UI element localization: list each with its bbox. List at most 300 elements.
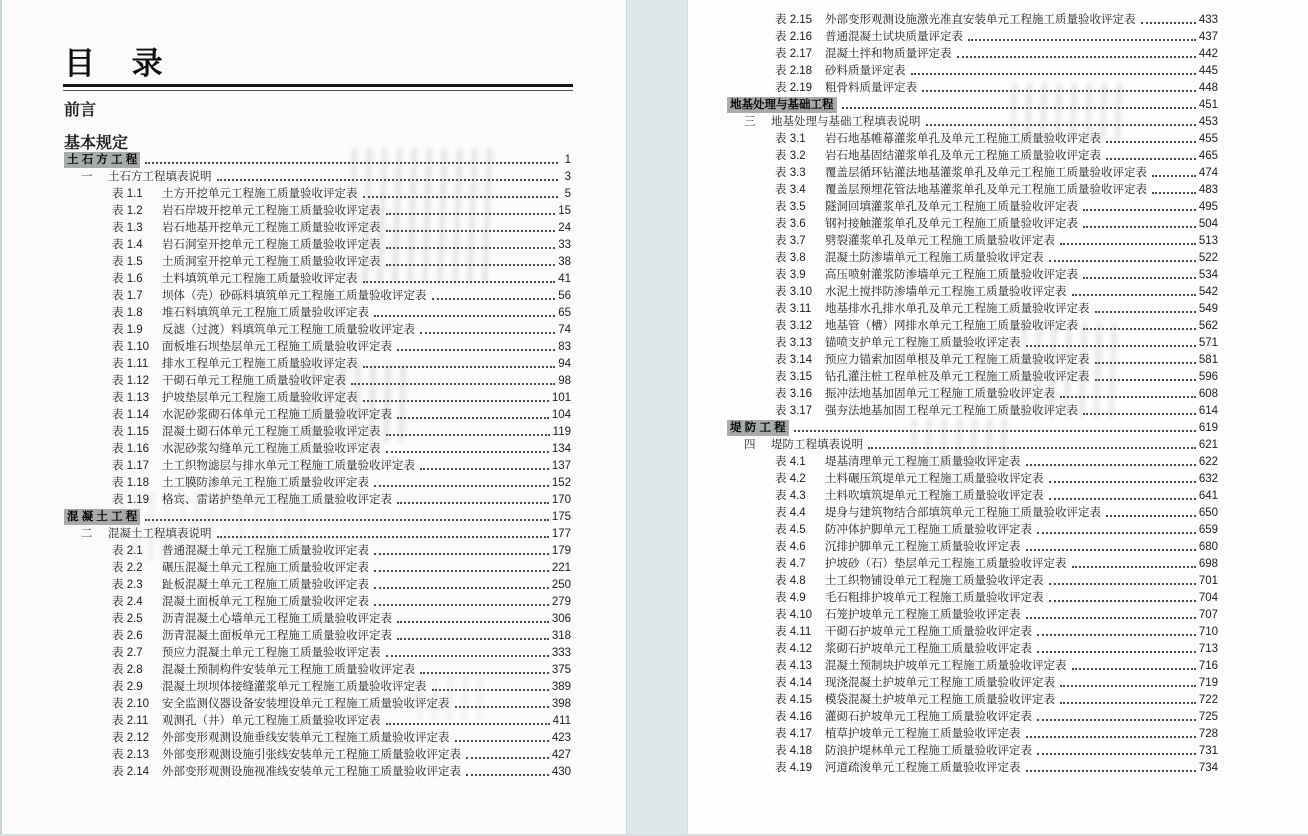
toc-entry-title: 土质洞室开挖单元工程施工质量验收评定表 [162, 256, 381, 268]
toc-entry-title: 排水工程单元工程施工质量验收评定表 [162, 358, 358, 370]
toc-entry-title: 预应力混凝土单元工程施工质量验收评定表 [162, 647, 381, 659]
toc-entry-number: 表 4.8 [775, 575, 806, 587]
toc-entry-number: 表 2.16 [775, 31, 813, 43]
toc-entry-number: 表 4.10 [775, 609, 813, 621]
toc-entry [727, 385, 1218, 402]
toc-entry-number: 二 [81, 528, 93, 540]
toc-entry-page: 170 [551, 494, 571, 506]
toc-entry-title: 沥青混凝土面板单元工程施工质量验收评定表 [162, 630, 392, 642]
toc-entry-title: 反滤（过渡）料填筑单元工程施工质量验收评定表 [162, 324, 415, 336]
dot-leader [420, 468, 549, 470]
toc-entry-page: 433 [1198, 14, 1218, 26]
toc-entry [727, 181, 1218, 198]
toc-entry-number: 表 4.9 [775, 592, 806, 604]
toc-entry-page: 398 [551, 698, 571, 710]
toc-entry [727, 555, 1218, 572]
toc-entry-title: 灌砌石护坡单元工程施工质量验收评定表 [825, 711, 1032, 723]
toc-entry [64, 372, 571, 389]
toc-entry-title: 覆盖层预埋花管法地基灌浆单孔及单元工程施工质量验收评定表 [825, 184, 1147, 196]
toc-entry-page: 596 [1198, 371, 1218, 383]
dot-leader [1026, 617, 1196, 619]
dot-leader [386, 655, 549, 657]
toc-entry-title: 坝体（壳）砂砾料填筑单元工程施工质量验收评定表 [162, 290, 427, 302]
toc-entry-title: 混凝土砌石体单元工程施工质量验收评定表 [162, 426, 381, 438]
dot-leader [217, 536, 549, 538]
toc-entry-page: 465 [1198, 150, 1218, 162]
toc-entry-number: 表 1.5 [112, 256, 143, 268]
toc-entry [727, 113, 1218, 130]
dot-leader [1026, 736, 1196, 738]
toc-entry [727, 334, 1218, 351]
dot-leader [1083, 277, 1196, 279]
toc-entry-page: 455 [1198, 133, 1218, 145]
toc-entry [64, 474, 571, 491]
toc-entry [727, 300, 1218, 317]
dot-leader [1072, 566, 1196, 568]
toc-entry-title: 土工膜防渗单元工程施工质量验收评定表 [162, 477, 369, 489]
toc-entry-title: 混凝土拌和物质量评定表 [825, 48, 952, 60]
toc-entry-title: 锚喷支护单元工程施工质量验收评定表 [825, 337, 1021, 349]
dot-leader [1060, 685, 1196, 687]
dot-leader [1095, 379, 1196, 381]
toc-entry-page: 437 [1198, 31, 1218, 43]
dot-leader [363, 281, 556, 283]
dot-leader [794, 430, 1196, 432]
toc-entry-page: 15 [558, 205, 571, 217]
toc-entry-page: 83 [558, 341, 571, 353]
toc-entry-title: 土石方工程填表说明 [108, 171, 212, 183]
toc-entry-page: 659 [1198, 524, 1218, 536]
left-page-toc [64, 151, 571, 780]
toc-entry-page: 650 [1198, 507, 1218, 519]
dot-leader [420, 332, 555, 334]
toc-entry-page: 731 [1198, 745, 1218, 757]
toc-entry [727, 283, 1218, 300]
toc-entry-page: 41 [558, 273, 571, 285]
toc-entry-page: 427 [551, 749, 571, 761]
toc-entry-title: 地基管（槽）网排水单元工程施工质量验收评定表 [825, 320, 1078, 332]
toc-entry-number: 表 1.10 [112, 341, 150, 353]
toc-entry-number: 表 1.9 [112, 324, 143, 336]
toc-entry-page: 641 [1198, 490, 1218, 502]
toc-entry-page: 423 [551, 732, 571, 744]
toc-entry-page: 179 [551, 545, 571, 557]
toc-entry-page: 137 [551, 460, 571, 472]
toc-entry-page: 542 [1198, 286, 1218, 298]
toc-entry-number: 表 2.11 [112, 715, 149, 727]
toc-entry-page: 430 [551, 766, 571, 778]
toc-entry-page: 719 [1198, 677, 1218, 689]
toc-entry-title: 土工织物滤层与排水单元工程施工质量验收评定表 [162, 460, 415, 472]
toc-entry-title: 外部变形观测设施激光准直安装单元工程施工质量验收评定表 [825, 14, 1136, 26]
toc-entry-page: 134 [551, 443, 571, 455]
toc-entry [64, 389, 571, 406]
dot-leader [386, 264, 556, 266]
toc-entry-title: 混 凝 土 工 程 [64, 509, 140, 525]
toc-entry-page: 33 [558, 239, 571, 251]
toc-entry [64, 695, 571, 712]
toc-entry-page: 483 [1198, 184, 1218, 196]
toc-entry-title: 防浪护堤林单元工程施工质量验收评定表 [825, 745, 1032, 757]
toc-entry-page: 680 [1198, 541, 1218, 553]
toc-entry-page: 713 [1198, 643, 1218, 655]
toc-entry-number: 表 2.1 [112, 545, 143, 557]
toc-entry-title: 堤防工程填表说明 [771, 439, 863, 451]
toc-entry-title: 砂料质量评定表 [825, 65, 906, 77]
dot-leader [1072, 294, 1196, 296]
toc-entry [727, 572, 1218, 589]
dot-leader [432, 298, 556, 300]
toc-entry-title: 河道疏浚单元工程施工质量验收评定表 [825, 762, 1021, 774]
dot-leader [1083, 413, 1196, 415]
toc-entry [64, 321, 571, 338]
dot-leader [1037, 634, 1196, 636]
toc-entry-page: 734 [1198, 762, 1218, 774]
toc-entry [64, 219, 571, 236]
dot-leader [386, 723, 550, 725]
toc-entry-number: 表 3.11 [775, 303, 812, 315]
dot-leader [1037, 753, 1196, 755]
dot-leader [374, 604, 549, 606]
toc-entry [64, 644, 571, 661]
dot-leader [374, 587, 549, 589]
right-page [688, 0, 1308, 836]
toc-entry-page: 65 [558, 307, 571, 319]
toc-entry-title: 护坡垫层单元工程施工质量验收评定表 [162, 392, 358, 404]
toc-entry [727, 504, 1218, 521]
toc-entry-title: 粗骨料质量评定表 [825, 82, 917, 94]
toc-entry-number: 表 4.5 [775, 524, 806, 536]
toc-entry-title: 岩石地基开挖单元工程施工质量验收评定表 [162, 222, 381, 234]
toc-entry [727, 79, 1218, 96]
toc-entry-page: 445 [1198, 65, 1218, 77]
toc-entry [727, 215, 1218, 232]
toc-entry-title: 趾板混凝土单元工程施工质量验收评定表 [162, 579, 369, 591]
toc-entry-page: 722 [1198, 694, 1218, 706]
toc-entry-number: 表 4.2 [775, 473, 806, 485]
dot-leader [363, 366, 556, 368]
toc-entry [727, 164, 1218, 181]
toc-entry [727, 606, 1218, 623]
toc-entry-number: 表 3.3 [775, 167, 806, 179]
dot-leader [1141, 22, 1196, 24]
toc-entry-number: 表 3.10 [775, 286, 813, 298]
dot-leader [1152, 175, 1196, 177]
basic-provisions-heading: 基本规定 [64, 135, 129, 152]
toc-entry [727, 11, 1218, 28]
dot-leader [1106, 141, 1196, 143]
toc-entry-title: 土 石 方 工 程 [64, 152, 140, 168]
toc-entry-title: 水泥土搅拌防渗墙单元工程施工质量验收评定表 [825, 286, 1067, 298]
toc-entry [727, 470, 1218, 487]
toc-entry-page: 101 [551, 392, 571, 404]
toc-entry-number: 表 1.3 [112, 222, 143, 234]
toc-entry-title: 水泥砂浆勾缝单元工程施工质量验收评定表 [162, 443, 381, 455]
toc-entry-number: 表 3.7 [775, 235, 806, 247]
toc-entry-title: 覆盖层循环钻灌法地基灌浆单孔及单元工程施工质量验收评定表 [825, 167, 1147, 179]
toc-entry-page: 5 [564, 188, 571, 200]
toc-entry-number: 表 1.6 [112, 273, 143, 285]
toc-entry [64, 627, 571, 644]
toc-entry-page: 94 [558, 358, 571, 370]
dot-leader [1049, 260, 1196, 262]
toc-entry-page: 534 [1198, 269, 1218, 281]
toc-entry-number: 表 2.15 [775, 14, 813, 26]
toc-entry-number: 一 [81, 171, 93, 183]
toc-entry-page: 411 [552, 715, 571, 727]
toc-entry-page: 152 [551, 477, 571, 489]
toc-entry-page: 451 [1198, 99, 1218, 111]
toc-entry [727, 368, 1218, 385]
toc-entry-title: 隧洞回填灌浆单孔及单元工程施工质量验收评定表 [825, 201, 1078, 213]
toc-entry-page: 549 [1198, 303, 1218, 315]
dot-leader [1049, 481, 1196, 483]
toc-entry-title: 高压喷射灌浆防渗墙单元工程施工质量验收评定表 [825, 269, 1078, 281]
toc-entry [64, 729, 571, 746]
toc-entry-number: 表 4.15 [775, 694, 813, 706]
toc-entry-number: 表 2.6 [112, 630, 143, 642]
dot-leader [1060, 396, 1196, 398]
dot-leader [455, 706, 549, 708]
dot-leader [1037, 532, 1196, 534]
toc-entry [64, 287, 571, 304]
toc-entry-number: 表 1.2 [112, 205, 143, 217]
toc-entry-number: 表 2.9 [112, 681, 143, 693]
dot-leader [1072, 668, 1196, 670]
toc-entry [64, 270, 571, 287]
toc-entry [727, 198, 1218, 215]
toc-entry-number: 表 4.14 [775, 677, 813, 689]
dot-leader [1060, 702, 1196, 704]
dot-leader [1049, 583, 1196, 585]
toc-entry [727, 453, 1218, 470]
toc-entry-title: 安全监测仪器设备安装埋设单元工程施工质量验收评定表 [162, 698, 450, 710]
toc-entry-page: 177 [551, 528, 571, 540]
dot-leader [363, 196, 559, 198]
toc-entry-number: 表 4.4 [775, 507, 806, 519]
dot-leader [1037, 719, 1196, 721]
toc-entry [64, 236, 571, 253]
toc-entry-number: 表 1.4 [112, 239, 143, 251]
toc-entry-number: 表 1.11 [112, 358, 149, 370]
toc-entry-title: 土料吹填筑堤单元工程施工质量验收评定表 [825, 490, 1044, 502]
toc-entry-page: 608 [1198, 388, 1218, 400]
toc-entry-page: 495 [1198, 201, 1218, 213]
toc-entry-number: 表 2.4 [112, 596, 143, 608]
toc-entry-number: 表 1.12 [112, 375, 150, 387]
preface-heading: 前言 [64, 102, 97, 119]
dot-leader [374, 485, 549, 487]
dot-leader [842, 107, 1196, 109]
dot-leader [374, 553, 549, 555]
toc-entry [64, 406, 571, 423]
toc-entry-title: 堤 防 工 程 [727, 420, 789, 436]
toc-entry-page: 221 [551, 562, 571, 574]
toc-entry [727, 232, 1218, 249]
toc-entry-number: 表 3.17 [775, 405, 813, 417]
toc-entry [727, 96, 1218, 113]
toc-entry-title: 土料碾压筑堤单元工程施工质量验收评定表 [825, 473, 1044, 485]
toc-entry-number: 表 3.13 [775, 337, 813, 349]
toc-entry-number: 表 2.10 [112, 698, 150, 710]
toc-entry-number: 表 2.13 [112, 749, 150, 761]
toc-entry-title: 岩石地基固结灌浆单孔及单元工程施工质量验收评定表 [825, 150, 1101, 162]
toc-entry-number: 表 2.18 [775, 65, 813, 77]
toc-entry-title: 毛石粗排护坡单元工程施工质量验收评定表 [825, 592, 1044, 604]
toc-entry-title: 沥青混凝土心墙单元工程施工质量验收评定表 [162, 613, 392, 625]
toc-entry-number: 表 3.8 [775, 252, 806, 264]
toc-entry-title: 地基处理与基础工程填表说明 [771, 116, 921, 128]
toc-entry-number: 表 4.19 [775, 762, 813, 774]
toc-entry-page: 513 [1198, 235, 1218, 247]
dot-leader [1049, 600, 1196, 602]
dot-leader [145, 519, 549, 521]
dot-leader [1037, 651, 1196, 653]
toc-entry [64, 253, 571, 270]
toc-entry-page: 3 [564, 171, 571, 183]
toc-entry-number: 表 1.16 [112, 443, 150, 455]
toc-entry [727, 419, 1218, 436]
dot-leader [397, 638, 549, 640]
toc-entry-title: 观测孔（井）单元工程施工质量验收评定表 [162, 715, 381, 727]
toc-entry [64, 508, 571, 525]
toc-entry-title: 石笼护坡单元工程施工质量验收评定表 [825, 609, 1021, 621]
toc-entry [727, 657, 1218, 674]
toc-entry [64, 151, 571, 168]
toc-entry-title: 预应力锚索加固单根及单元工程施工质量验收评定表 [825, 354, 1090, 366]
toc-entry [727, 538, 1218, 555]
dot-leader [351, 383, 555, 385]
toc-entry-title: 钻孔灌注桩工程单桩及单元工程施工质量验收评定表 [825, 371, 1090, 383]
toc-entry-page: 250 [551, 579, 571, 591]
toc-entry-page: 716 [1198, 660, 1218, 672]
toc-entry-number: 表 3.14 [775, 354, 813, 366]
toc-entry-title: 土料填筑单元工程施工质量验收评定表 [162, 273, 358, 285]
toc-entry-number: 表 3.9 [775, 269, 806, 281]
title-rule-thin [63, 90, 573, 91]
toc-entry [727, 487, 1218, 504]
toc-entry-page: 728 [1198, 728, 1218, 740]
toc-entry-page: 448 [1198, 82, 1218, 94]
toc-entry-page: 24 [558, 222, 571, 234]
page-gutter [626, 0, 688, 836]
dot-leader [145, 162, 558, 164]
toc-entry [64, 746, 571, 763]
toc-entry-title: 防冲体护脚单元工程施工质量验收评定表 [825, 524, 1032, 536]
toc-entry-page: 56 [558, 290, 571, 302]
dot-leader [1095, 362, 1196, 364]
dot-leader [386, 434, 550, 436]
dot-leader [397, 502, 549, 504]
toc-entry-page: 614 [1198, 405, 1218, 417]
toc-entry [727, 266, 1218, 283]
toc-entry-number: 表 1.7 [112, 290, 143, 302]
toc-entry-title: 水泥砂浆砌石体单元工程施工质量验收评定表 [162, 409, 392, 421]
dot-leader [466, 757, 549, 759]
toc-entry-page: 707 [1198, 609, 1218, 621]
toc-entry [727, 45, 1218, 62]
toc-entry-page: 701 [1198, 575, 1218, 587]
toc-entry-page: 318 [551, 630, 571, 642]
toc-entry-title: 混凝土预制构件安装单元工程施工质量验收评定表 [162, 664, 415, 676]
toc-entry-number: 表 3.4 [775, 184, 806, 196]
toc-entry-title: 混凝土坝坝体接缝灌浆单元工程施工质量验收评定表 [162, 681, 427, 693]
toc-entry-title: 碾压混凝土单元工程施工质量验收评定表 [162, 562, 369, 574]
toc-entry-number: 表 4.12 [775, 643, 813, 655]
toc-entry-number: 表 1.8 [112, 307, 143, 319]
toc-entry-page: 98 [558, 375, 571, 387]
toc-entry-number: 表 1.19 [112, 494, 150, 506]
toc-entry-title: 土方开挖单元工程施工质量验收评定表 [162, 188, 358, 200]
toc-entry-title: 强夯法地基加固工程单元工程施工质量验收评定表 [825, 405, 1078, 417]
toc-entry-page: 581 [1198, 354, 1218, 366]
dot-leader [968, 39, 1196, 41]
toc-entry-page: 710 [1198, 626, 1218, 638]
toc-entry-page: 453 [1198, 116, 1218, 128]
dot-leader [957, 56, 1196, 58]
toc-entry [64, 661, 571, 678]
toc-entry-number: 表 4.7 [775, 558, 806, 570]
toc-entry-number: 表 1.14 [112, 409, 150, 421]
toc-entry-page: 522 [1198, 252, 1218, 264]
toc-entry [727, 589, 1218, 606]
toc-entry [727, 317, 1218, 334]
dot-leader [1095, 311, 1196, 313]
toc-entry-page: 725 [1198, 711, 1218, 723]
toc-entry [727, 62, 1218, 79]
toc-entry-title: 模袋混凝土护坡单元工程施工质量验收评定表 [825, 694, 1055, 706]
dot-leader [868, 447, 1196, 449]
toc-entry-number: 表 2.5 [112, 613, 143, 625]
toc-entry-number: 表 4.3 [775, 490, 806, 502]
dot-leader [1083, 328, 1196, 330]
toc-entry [64, 457, 571, 474]
toc-entry-title: 混凝土面板单元工程施工质量验收评定表 [162, 596, 369, 608]
toc-entry-title: 格宾、雷诺护垫单元工程施工质量验收评定表 [162, 494, 392, 506]
toc-entry-title: 普通混凝土试块质量评定表 [825, 31, 963, 43]
dot-leader [1083, 209, 1196, 211]
toc-entry-title: 堤基清理单元工程施工质量验收评定表 [825, 456, 1021, 468]
toc-entry-number: 表 2.2 [112, 562, 143, 574]
toc-entry-page: 621 [1198, 439, 1218, 451]
dot-leader [420, 672, 549, 674]
toc-entry-number: 表 4.17 [775, 728, 813, 740]
toc-entry [727, 623, 1218, 640]
toc-entry-title: 沉排护脚单元工程施工质量验收评定表 [825, 541, 1021, 553]
toc-entry [64, 423, 571, 440]
dot-leader [1106, 515, 1196, 517]
toc-entry-title: 堆石料填筑单元工程施工质量验收评定表 [162, 307, 369, 319]
toc-entry-number: 表 4.11 [775, 626, 812, 638]
dot-leader [397, 417, 549, 419]
toc-entry-title: 振冲法地基加固单元工程施工质量验收评定表 [825, 388, 1055, 400]
toc-entry-page: 389 [551, 681, 571, 693]
toc-entry-number: 表 4.18 [775, 745, 813, 757]
toc-entry-page: 279 [551, 596, 571, 608]
toc-entry [727, 147, 1218, 164]
toc-entry [64, 168, 571, 185]
toc-entry-page: 504 [1198, 218, 1218, 230]
toc-entry [64, 576, 571, 593]
toc-entry-title: 混凝土防渗墙单元工程施工质量验收评定表 [825, 252, 1044, 264]
toc-entry-page: 38 [558, 256, 571, 268]
toc-entry-page: 619 [1198, 422, 1218, 434]
toc-entry [727, 674, 1218, 691]
toc-entry-title: 岩石岸坡开挖单元工程施工质量验收评定表 [162, 205, 381, 217]
toc-entry [64, 440, 571, 457]
dot-leader [922, 90, 1196, 92]
toc-entry [727, 521, 1218, 538]
